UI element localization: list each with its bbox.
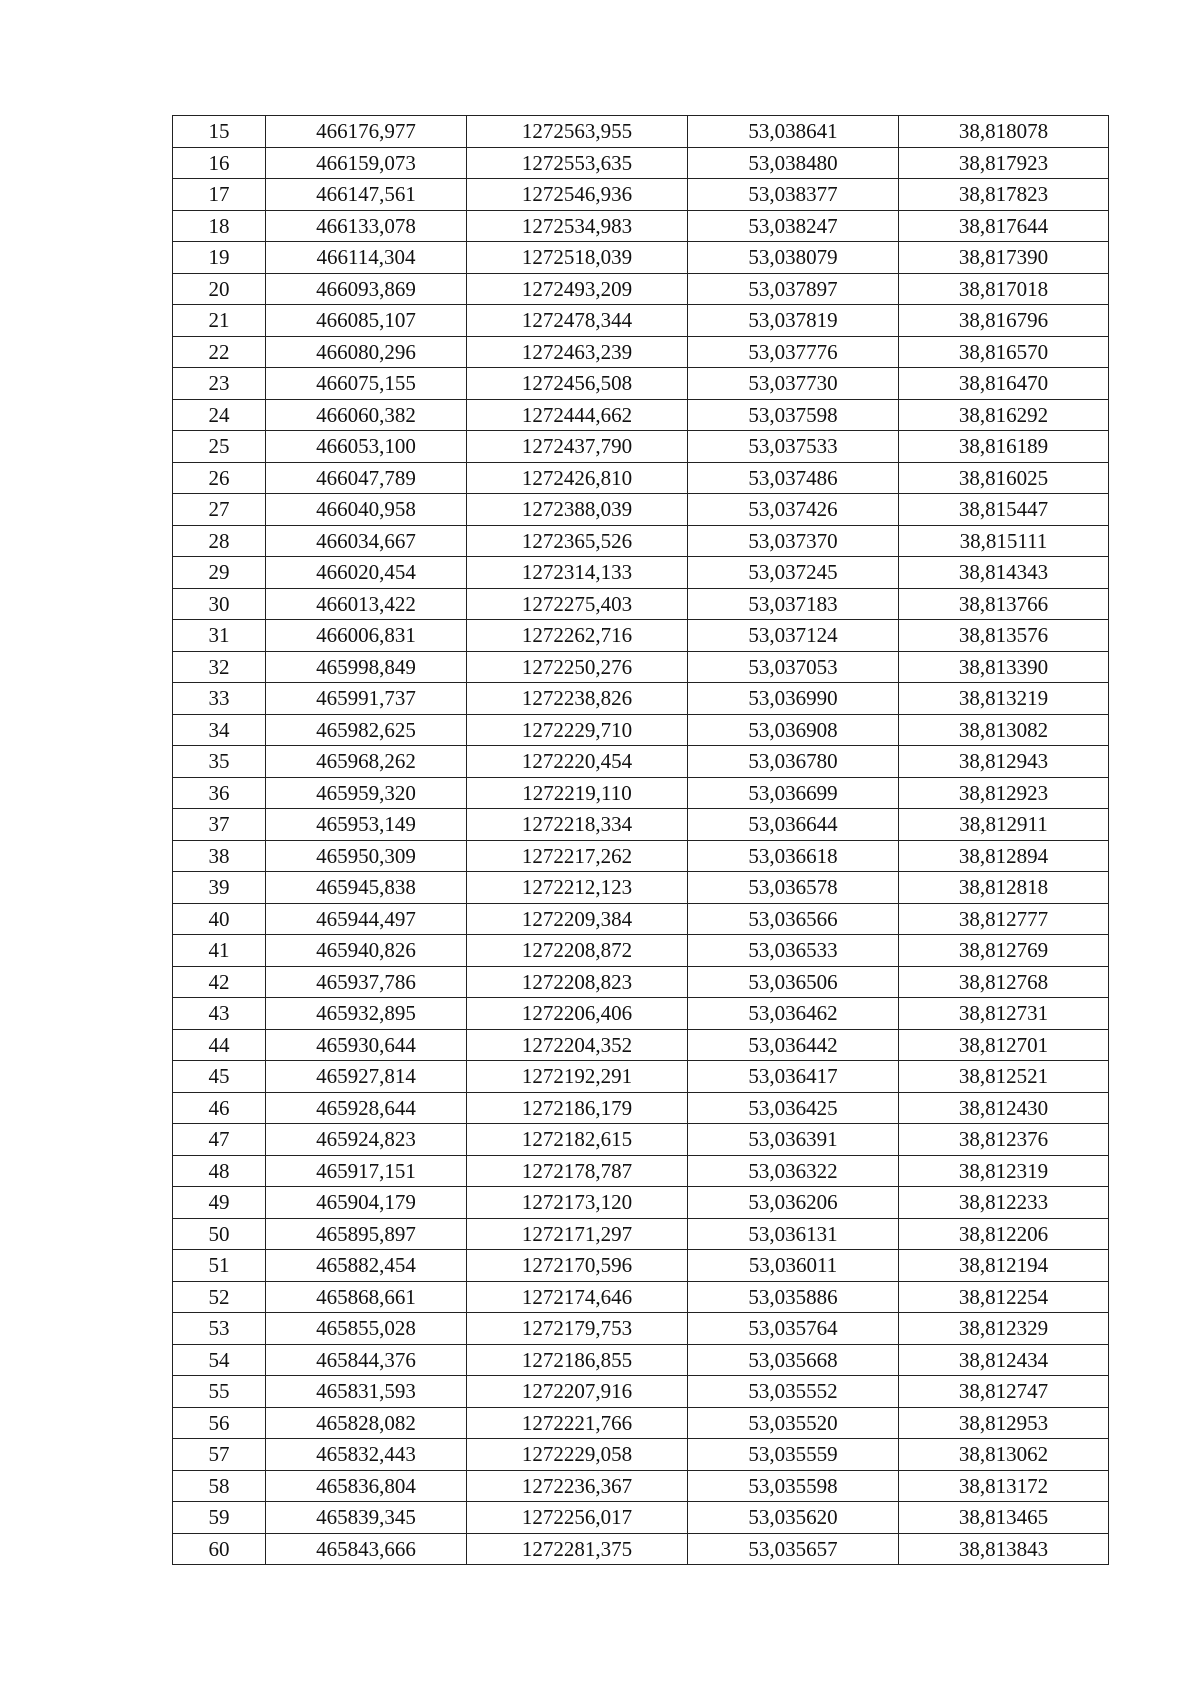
table-row: [173, 1281, 1109, 1313]
latitude-cell: 53,036462: [688, 998, 899, 1030]
point-number-cell: 59: [173, 1502, 266, 1534]
table-row: [173, 1218, 1109, 1250]
y-coordinate-cell: 1272218,334: [467, 809, 688, 841]
point-number-cell: 30: [173, 588, 266, 620]
point-number-cell: 33: [173, 683, 266, 715]
x-coordinate-cell: 465895,897: [266, 1218, 467, 1250]
y-coordinate-cell: 1272206,406: [467, 998, 688, 1030]
x-coordinate-cell: 466114,304: [266, 242, 467, 274]
x-coordinate-cell: 465928,644: [266, 1092, 467, 1124]
longitude-cell: 38,812376: [899, 1124, 1109, 1156]
latitude-cell: 53,038641: [688, 116, 899, 148]
table-row: [173, 1187, 1109, 1219]
latitude-cell: 53,035559: [688, 1439, 899, 1471]
y-coordinate-cell: 1272444,662: [467, 399, 688, 431]
longitude-cell: 38,812329: [899, 1313, 1109, 1345]
x-coordinate-cell: 465836,804: [266, 1470, 467, 1502]
table-row: [173, 525, 1109, 557]
latitude-cell: 53,036322: [688, 1155, 899, 1187]
latitude-cell: 53,037183: [688, 588, 899, 620]
point-number-cell: 34: [173, 714, 266, 746]
y-coordinate-cell: 1272256,017: [467, 1502, 688, 1534]
x-coordinate-cell: 465868,661: [266, 1281, 467, 1313]
y-coordinate-cell: 1272534,983: [467, 210, 688, 242]
table-row: [173, 998, 1109, 1030]
x-coordinate-cell: 466176,977: [266, 116, 467, 148]
table-row: [173, 746, 1109, 778]
longitude-cell: 38,817390: [899, 242, 1109, 274]
latitude-cell: 53,036131: [688, 1218, 899, 1250]
point-number-cell: 60: [173, 1533, 266, 1565]
table-row: [173, 1250, 1109, 1282]
table-row: [173, 1313, 1109, 1345]
x-coordinate-cell: 465959,320: [266, 777, 467, 809]
latitude-cell: 53,036618: [688, 840, 899, 872]
point-number-cell: 23: [173, 368, 266, 400]
y-coordinate-cell: 1272281,375: [467, 1533, 688, 1565]
latitude-cell: 53,037245: [688, 557, 899, 589]
x-coordinate-cell: 465828,082: [266, 1407, 467, 1439]
x-coordinate-cell: 466040,958: [266, 494, 467, 526]
point-number-cell: 38: [173, 840, 266, 872]
longitude-cell: 38,812731: [899, 998, 1109, 1030]
y-coordinate-cell: 1272463,239: [467, 336, 688, 368]
latitude-cell: 53,036578: [688, 872, 899, 904]
point-number-cell: 31: [173, 620, 266, 652]
longitude-cell: 38,816796: [899, 305, 1109, 337]
x-coordinate-cell: 465927,814: [266, 1061, 467, 1093]
longitude-cell: 38,812768: [899, 966, 1109, 998]
x-coordinate-cell: 465940,826: [266, 935, 467, 967]
longitude-cell: 38,816570: [899, 336, 1109, 368]
y-coordinate-cell: 1272426,810: [467, 462, 688, 494]
point-number-cell: 39: [173, 872, 266, 904]
latitude-cell: 53,036990: [688, 683, 899, 715]
table-row: [173, 305, 1109, 337]
table-row: [173, 872, 1109, 904]
latitude-cell: 53,037124: [688, 620, 899, 652]
x-coordinate-cell: 465930,644: [266, 1029, 467, 1061]
table-row: [173, 935, 1109, 967]
longitude-cell: 38,812769: [899, 935, 1109, 967]
longitude-cell: 38,814343: [899, 557, 1109, 589]
table-row: [173, 651, 1109, 683]
latitude-cell: 53,035657: [688, 1533, 899, 1565]
latitude-cell: 53,037776: [688, 336, 899, 368]
longitude-cell: 38,812521: [899, 1061, 1109, 1093]
y-coordinate-cell: 1272456,508: [467, 368, 688, 400]
table-row: [173, 1155, 1109, 1187]
latitude-cell: 53,037897: [688, 273, 899, 305]
point-number-cell: 32: [173, 651, 266, 683]
latitude-cell: 53,035886: [688, 1281, 899, 1313]
latitude-cell: 53,038480: [688, 147, 899, 179]
x-coordinate-cell: 465904,179: [266, 1187, 467, 1219]
x-coordinate-cell: 465839,345: [266, 1502, 467, 1534]
table-row: [173, 1376, 1109, 1408]
table-row: [173, 179, 1109, 211]
table-row: [173, 1407, 1109, 1439]
longitude-cell: 38,812233: [899, 1187, 1109, 1219]
table-row: [173, 588, 1109, 620]
longitude-cell: 38,812194: [899, 1250, 1109, 1282]
point-number-cell: 50: [173, 1218, 266, 1250]
point-number-cell: 22: [173, 336, 266, 368]
point-number-cell: 15: [173, 116, 266, 148]
y-coordinate-cell: 1272275,403: [467, 588, 688, 620]
point-number-cell: 58: [173, 1470, 266, 1502]
latitude-cell: 53,037730: [688, 368, 899, 400]
point-number-cell: 20: [173, 273, 266, 305]
latitude-cell: 53,036566: [688, 903, 899, 935]
point-number-cell: 18: [173, 210, 266, 242]
point-number-cell: 16: [173, 147, 266, 179]
x-coordinate-cell: 466053,100: [266, 431, 467, 463]
y-coordinate-cell: 1272192,291: [467, 1061, 688, 1093]
y-coordinate-cell: 1272493,209: [467, 273, 688, 305]
table-row: [173, 399, 1109, 431]
table-row: [173, 966, 1109, 998]
latitude-cell: 53,036425: [688, 1092, 899, 1124]
table-row: [173, 242, 1109, 274]
table-row: [173, 714, 1109, 746]
longitude-cell: 38,816470: [899, 368, 1109, 400]
y-coordinate-cell: 1272220,454: [467, 746, 688, 778]
y-coordinate-cell: 1272178,787: [467, 1155, 688, 1187]
y-coordinate-cell: 1272250,276: [467, 651, 688, 683]
x-coordinate-cell: 466133,078: [266, 210, 467, 242]
latitude-cell: 53,036417: [688, 1061, 899, 1093]
table-row: [173, 683, 1109, 715]
point-number-cell: 53: [173, 1313, 266, 1345]
point-number-cell: 49: [173, 1187, 266, 1219]
point-number-cell: 52: [173, 1281, 266, 1313]
y-coordinate-cell: 1272546,936: [467, 179, 688, 211]
x-coordinate-cell: 466047,789: [266, 462, 467, 494]
table-row: [173, 210, 1109, 242]
latitude-cell: 53,035668: [688, 1344, 899, 1376]
latitude-cell: 53,035552: [688, 1376, 899, 1408]
y-coordinate-cell: 1272518,039: [467, 242, 688, 274]
x-coordinate-cell: 466013,422: [266, 588, 467, 620]
table-row: [173, 1029, 1109, 1061]
y-coordinate-cell: 1272186,855: [467, 1344, 688, 1376]
point-number-cell: 45: [173, 1061, 266, 1093]
coordinates-table-body: [173, 116, 1109, 1565]
latitude-cell: 53,037598: [688, 399, 899, 431]
point-number-cell: 24: [173, 399, 266, 431]
longitude-cell: 38,815447: [899, 494, 1109, 526]
point-number-cell: 56: [173, 1407, 266, 1439]
table-row: [173, 1533, 1109, 1565]
point-number-cell: 46: [173, 1092, 266, 1124]
x-coordinate-cell: 465950,309: [266, 840, 467, 872]
longitude-cell: 38,813172: [899, 1470, 1109, 1502]
longitude-cell: 38,813843: [899, 1533, 1109, 1565]
point-number-cell: 40: [173, 903, 266, 935]
latitude-cell: 53,036442: [688, 1029, 899, 1061]
y-coordinate-cell: 1272219,110: [467, 777, 688, 809]
y-coordinate-cell: 1272182,615: [467, 1124, 688, 1156]
table-row: [173, 1061, 1109, 1093]
x-coordinate-cell: 465982,625: [266, 714, 467, 746]
latitude-cell: 53,036391: [688, 1124, 899, 1156]
x-coordinate-cell: 466034,667: [266, 525, 467, 557]
y-coordinate-cell: 1272563,955: [467, 116, 688, 148]
x-coordinate-cell: 466075,155: [266, 368, 467, 400]
point-number-cell: 37: [173, 809, 266, 841]
longitude-cell: 38,816025: [899, 462, 1109, 494]
point-number-cell: 42: [173, 966, 266, 998]
longitude-cell: 38,812434: [899, 1344, 1109, 1376]
table-row: [173, 1124, 1109, 1156]
x-coordinate-cell: 465832,443: [266, 1439, 467, 1471]
latitude-cell: 53,038247: [688, 210, 899, 242]
longitude-cell: 38,813219: [899, 683, 1109, 715]
table-row: [173, 431, 1109, 463]
point-number-cell: 36: [173, 777, 266, 809]
table-row: [173, 1470, 1109, 1502]
longitude-cell: 38,812254: [899, 1281, 1109, 1313]
longitude-cell: 38,813062: [899, 1439, 1109, 1471]
point-number-cell: 47: [173, 1124, 266, 1156]
x-coordinate-cell: 466147,561: [266, 179, 467, 211]
point-number-cell: 27: [173, 494, 266, 526]
point-number-cell: 35: [173, 746, 266, 778]
y-coordinate-cell: 1272437,790: [467, 431, 688, 463]
point-number-cell: 48: [173, 1155, 266, 1187]
longitude-cell: 38,812206: [899, 1218, 1109, 1250]
longitude-cell: 38,817018: [899, 273, 1109, 305]
table-row: [173, 1344, 1109, 1376]
longitude-cell: 38,813465: [899, 1502, 1109, 1534]
x-coordinate-cell: 465924,823: [266, 1124, 467, 1156]
y-coordinate-cell: 1272262,716: [467, 620, 688, 652]
y-coordinate-cell: 1272314,133: [467, 557, 688, 589]
longitude-cell: 38,813390: [899, 651, 1109, 683]
coordinates-table: [172, 115, 1109, 1565]
table-row: [173, 903, 1109, 935]
table-row: [173, 494, 1109, 526]
point-number-cell: 57: [173, 1439, 266, 1471]
latitude-cell: 53,036506: [688, 966, 899, 998]
longitude-cell: 38,812953: [899, 1407, 1109, 1439]
latitude-cell: 53,036908: [688, 714, 899, 746]
point-number-cell: 25: [173, 431, 266, 463]
y-coordinate-cell: 1272478,344: [467, 305, 688, 337]
latitude-cell: 53,037426: [688, 494, 899, 526]
x-coordinate-cell: 465843,666: [266, 1533, 467, 1565]
latitude-cell: 53,037486: [688, 462, 899, 494]
point-number-cell: 41: [173, 935, 266, 967]
table-row: [173, 368, 1109, 400]
y-coordinate-cell: 1272236,367: [467, 1470, 688, 1502]
x-coordinate-cell: 465953,149: [266, 809, 467, 841]
x-coordinate-cell: 466060,382: [266, 399, 467, 431]
y-coordinate-cell: 1272208,823: [467, 966, 688, 998]
table-row: [173, 777, 1109, 809]
x-coordinate-cell: 465844,376: [266, 1344, 467, 1376]
y-coordinate-cell: 1272217,262: [467, 840, 688, 872]
table-row: [173, 462, 1109, 494]
x-coordinate-cell: 466080,296: [266, 336, 467, 368]
y-coordinate-cell: 1272229,058: [467, 1439, 688, 1471]
table-row: [173, 116, 1109, 148]
longitude-cell: 38,812701: [899, 1029, 1109, 1061]
longitude-cell: 38,812319: [899, 1155, 1109, 1187]
x-coordinate-cell: 466093,869: [266, 273, 467, 305]
x-coordinate-cell: 465831,593: [266, 1376, 467, 1408]
latitude-cell: 53,035520: [688, 1407, 899, 1439]
latitude-cell: 53,036644: [688, 809, 899, 841]
table-row: [173, 557, 1109, 589]
point-number-cell: 19: [173, 242, 266, 274]
table-row: [173, 147, 1109, 179]
latitude-cell: 53,036533: [688, 935, 899, 967]
y-coordinate-cell: 1272171,297: [467, 1218, 688, 1250]
latitude-cell: 53,037053: [688, 651, 899, 683]
x-coordinate-cell: 465944,497: [266, 903, 467, 935]
latitude-cell: 53,036699: [688, 777, 899, 809]
latitude-cell: 53,038377: [688, 179, 899, 211]
x-coordinate-cell: 466159,073: [266, 147, 467, 179]
latitude-cell: 53,036780: [688, 746, 899, 778]
x-coordinate-cell: 465945,838: [266, 872, 467, 904]
latitude-cell: 53,035620: [688, 1502, 899, 1534]
x-coordinate-cell: 465968,262: [266, 746, 467, 778]
point-number-cell: 28: [173, 525, 266, 557]
latitude-cell: 53,036011: [688, 1250, 899, 1282]
longitude-cell: 38,813082: [899, 714, 1109, 746]
longitude-cell: 38,813576: [899, 620, 1109, 652]
x-coordinate-cell: 466085,107: [266, 305, 467, 337]
longitude-cell: 38,812911: [899, 809, 1109, 841]
table-row: [173, 620, 1109, 652]
y-coordinate-cell: 1272221,766: [467, 1407, 688, 1439]
y-coordinate-cell: 1272204,352: [467, 1029, 688, 1061]
y-coordinate-cell: 1272229,710: [467, 714, 688, 746]
latitude-cell: 53,038079: [688, 242, 899, 274]
y-coordinate-cell: 1272238,826: [467, 683, 688, 715]
table-row: [173, 809, 1109, 841]
y-coordinate-cell: 1272365,526: [467, 525, 688, 557]
longitude-cell: 38,816189: [899, 431, 1109, 463]
point-number-cell: 51: [173, 1250, 266, 1282]
table-row: [173, 1502, 1109, 1534]
longitude-cell: 38,817823: [899, 179, 1109, 211]
y-coordinate-cell: 1272170,596: [467, 1250, 688, 1282]
longitude-cell: 38,816292: [899, 399, 1109, 431]
x-coordinate-cell: 465991,737: [266, 683, 467, 715]
y-coordinate-cell: 1272208,872: [467, 935, 688, 967]
point-number-cell: 29: [173, 557, 266, 589]
x-coordinate-cell: 465882,454: [266, 1250, 467, 1282]
latitude-cell: 53,035764: [688, 1313, 899, 1345]
y-coordinate-cell: 1272212,123: [467, 872, 688, 904]
x-coordinate-cell: 466006,831: [266, 620, 467, 652]
point-number-cell: 44: [173, 1029, 266, 1061]
latitude-cell: 53,037533: [688, 431, 899, 463]
x-coordinate-cell: 465855,028: [266, 1313, 467, 1345]
latitude-cell: 53,037819: [688, 305, 899, 337]
x-coordinate-cell: 465917,151: [266, 1155, 467, 1187]
table-row: [173, 336, 1109, 368]
table-row: [173, 1092, 1109, 1124]
table-row: [173, 840, 1109, 872]
y-coordinate-cell: 1272186,179: [467, 1092, 688, 1124]
longitude-cell: 38,812430: [899, 1092, 1109, 1124]
latitude-cell: 53,035598: [688, 1470, 899, 1502]
latitude-cell: 53,036206: [688, 1187, 899, 1219]
longitude-cell: 38,812894: [899, 840, 1109, 872]
longitude-cell: 38,812818: [899, 872, 1109, 904]
x-coordinate-cell: 465937,786: [266, 966, 467, 998]
point-number-cell: 43: [173, 998, 266, 1030]
table-row: [173, 273, 1109, 305]
point-number-cell: 54: [173, 1344, 266, 1376]
x-coordinate-cell: 466020,454: [266, 557, 467, 589]
latitude-cell: 53,037370: [688, 525, 899, 557]
longitude-cell: 38,812777: [899, 903, 1109, 935]
y-coordinate-cell: 1272173,120: [467, 1187, 688, 1219]
longitude-cell: 38,813766: [899, 588, 1109, 620]
longitude-cell: 38,812747: [899, 1376, 1109, 1408]
longitude-cell: 38,817923: [899, 147, 1109, 179]
point-number-cell: 21: [173, 305, 266, 337]
longitude-cell: 38,812923: [899, 777, 1109, 809]
x-coordinate-cell: 465932,895: [266, 998, 467, 1030]
table-row: [173, 1439, 1109, 1471]
y-coordinate-cell: 1272388,039: [467, 494, 688, 526]
point-number-cell: 26: [173, 462, 266, 494]
y-coordinate-cell: 1272174,646: [467, 1281, 688, 1313]
longitude-cell: 38,815111: [899, 525, 1109, 557]
y-coordinate-cell: 1272179,753: [467, 1313, 688, 1345]
point-number-cell: 55: [173, 1376, 266, 1408]
x-coordinate-cell: 465998,849: [266, 651, 467, 683]
longitude-cell: 38,812943: [899, 746, 1109, 778]
longitude-cell: 38,817644: [899, 210, 1109, 242]
y-coordinate-cell: 1272209,384: [467, 903, 688, 935]
y-coordinate-cell: 1272207,916: [467, 1376, 688, 1408]
point-number-cell: 17: [173, 179, 266, 211]
y-coordinate-cell: 1272553,635: [467, 147, 688, 179]
longitude-cell: 38,818078: [899, 116, 1109, 148]
